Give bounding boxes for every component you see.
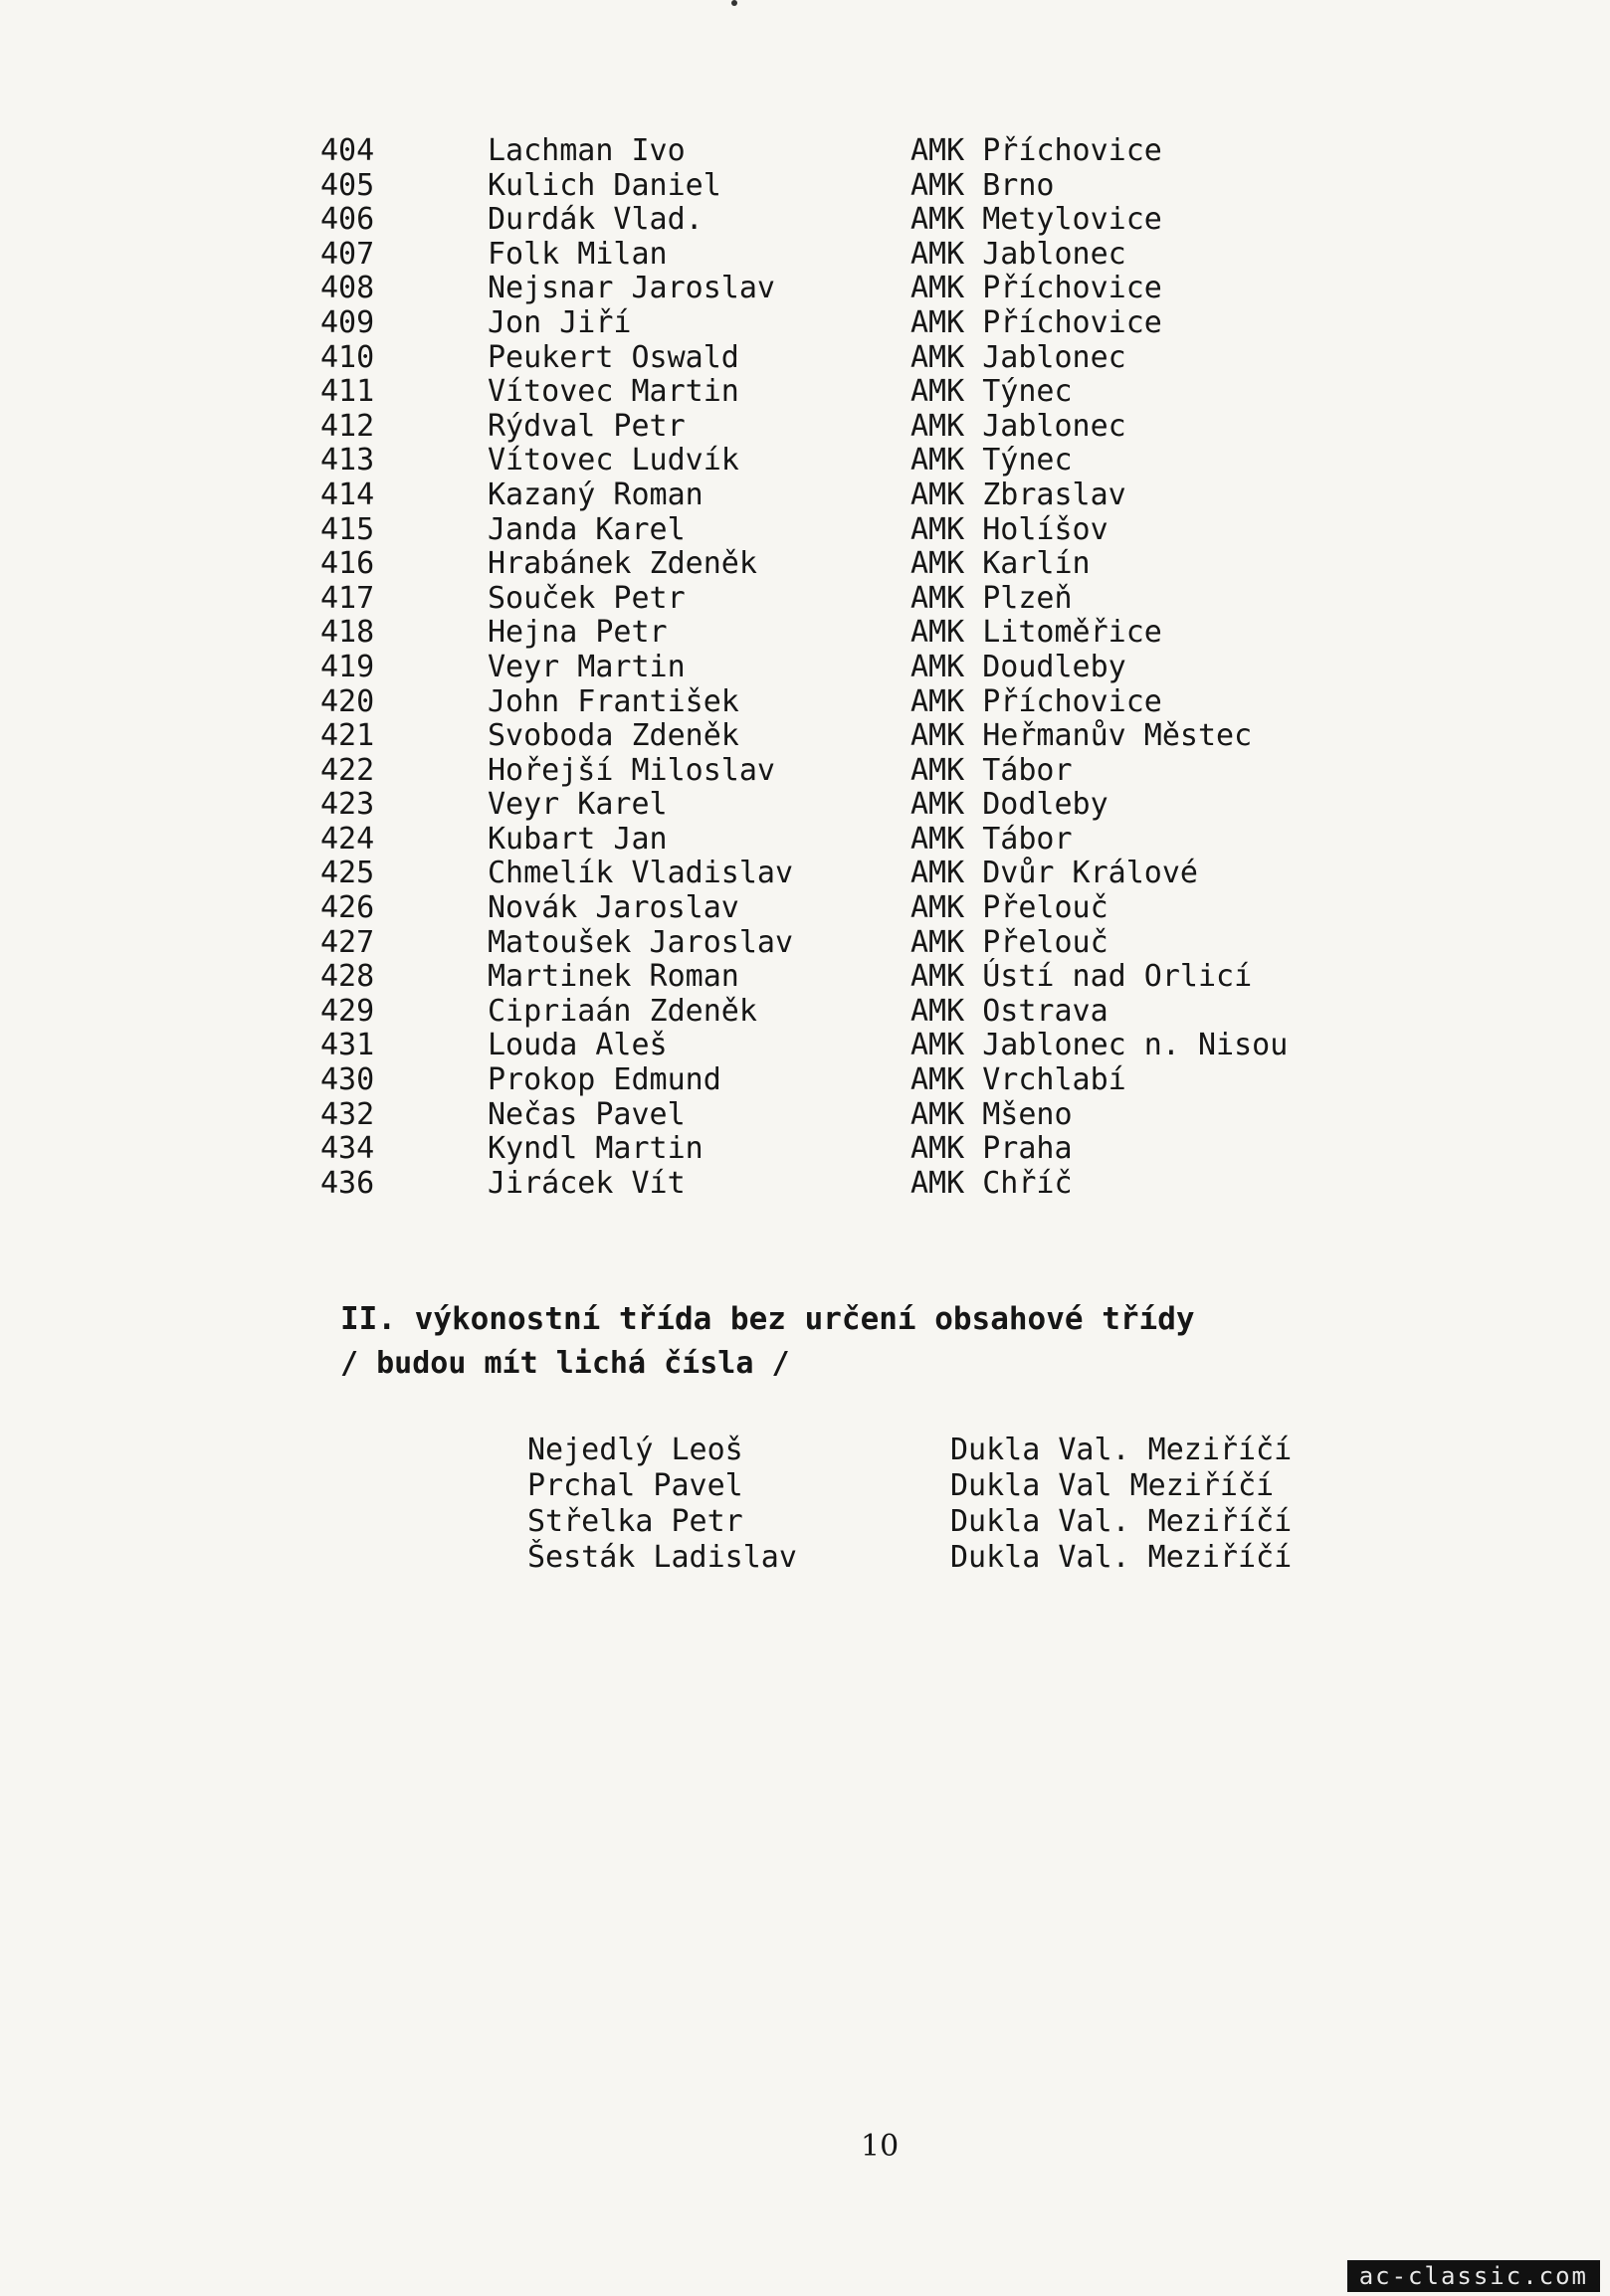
entry-row <box>308 582 1453 617</box>
entry-name: Prchal Pavel <box>527 1468 743 1503</box>
print-speck <box>731 0 737 6</box>
entry-club: AMK Mšeno <box>910 1096 1073 1132</box>
entry-name: Lachman Ivo <box>488 133 686 168</box>
entry-row <box>308 685 1453 720</box>
entry-number: 426 <box>320 890 375 926</box>
entry-row <box>308 513 1453 548</box>
entry-name: Peukert Oswald <box>488 339 739 375</box>
entry-club: AMK Chříč <box>910 1165 1073 1201</box>
entry-number: 432 <box>320 1096 375 1132</box>
entry-number: 436 <box>320 1165 375 1201</box>
entry-name: Kubart Jan <box>488 821 668 857</box>
entry-club: AMK Holíšov <box>910 511 1108 547</box>
entry-number: 434 <box>320 1131 375 1167</box>
section2-row <box>527 1468 1423 1504</box>
entry-number: 428 <box>320 959 375 995</box>
entry-club: AMK Jablonec <box>910 408 1126 444</box>
entry-name: Šesták Ladislav <box>527 1540 797 1575</box>
entry-name: Durdák Vlad. <box>488 202 704 238</box>
entry-club: AMK Přelouč <box>910 924 1108 960</box>
entry-row <box>308 444 1453 478</box>
entry-name: Folk Milan <box>488 236 668 272</box>
entry-name: John František <box>488 683 739 719</box>
entry-row <box>308 616 1453 651</box>
entry-name: Veyr Karel <box>488 787 668 823</box>
entry-name: Střelka Petr <box>527 1504 743 1539</box>
entry-club: AMK Brno <box>910 167 1055 203</box>
entry-club: AMK Praha <box>910 1131 1073 1167</box>
entry-number: 427 <box>320 924 375 960</box>
section-heading: II. výkonostní třída bez určení obsahové třídy <box>340 1301 1195 1337</box>
entry-row <box>308 651 1453 685</box>
entry-name: Hořejší Miloslav <box>488 752 775 788</box>
entry-row <box>308 1167 1453 1202</box>
entry-row <box>308 478 1453 513</box>
entry-club: AMK Dvůr Králové <box>910 856 1198 891</box>
entry-club: AMK Příchovice <box>910 271 1162 306</box>
entry-row <box>308 375 1453 410</box>
entry-name: Souček Petr <box>488 580 686 616</box>
entry-row <box>308 1063 1453 1098</box>
entry-row <box>308 238 1453 273</box>
entry-number: 430 <box>320 1062 375 1098</box>
entry-number: 406 <box>320 202 375 238</box>
entry-club: AMK Litoměřice <box>910 615 1162 651</box>
section2-row <box>527 1540 1423 1576</box>
entry-number: 419 <box>320 649 375 684</box>
entry-name: Prokop Edmund <box>488 1062 721 1098</box>
entry-club: AMK Tábor <box>910 752 1073 788</box>
entry-club: AMK Dodleby <box>910 787 1108 823</box>
entry-name: Matoušek Jaroslav <box>488 924 794 960</box>
entry-row <box>308 203 1453 238</box>
entry-name: Vítovec Ludvík <box>488 443 739 478</box>
entry-row <box>308 169 1453 204</box>
entry-name: Nejsnar Jaroslav <box>488 271 775 306</box>
entry-number: 416 <box>320 546 375 582</box>
entry-club: AMK Jablonec <box>910 236 1126 272</box>
entry-club: AMK Jablonec n. Nisou <box>910 1028 1289 1063</box>
entry-club: Dukla Val. Meziříčí <box>950 1540 1293 1575</box>
entry-row <box>308 995 1453 1030</box>
entry-number: 422 <box>320 752 375 788</box>
entry-club: AMK Vrchlabí <box>910 1062 1126 1098</box>
entry-number: 405 <box>320 167 375 203</box>
section2-list <box>527 1433 1423 1576</box>
entry-number: 417 <box>320 580 375 616</box>
entry-club: AMK Ostrava <box>910 993 1108 1029</box>
entry-name: Kyndl Martin <box>488 1131 704 1167</box>
entry-number: 431 <box>320 1028 375 1063</box>
entry-number: 424 <box>320 821 375 857</box>
entry-club: AMK Přelouč <box>910 890 1108 926</box>
entry-name: Hejna Petr <box>488 615 668 651</box>
entry-name: Cipriaán Zdeněk <box>488 993 757 1029</box>
entry-row <box>308 341 1453 376</box>
entry-number: 411 <box>320 374 375 410</box>
entry-club: AMK Doudleby <box>910 649 1126 684</box>
entry-row <box>308 960 1453 995</box>
entry-row <box>308 1132 1453 1167</box>
watermark: ac-classic.com <box>1347 2260 1600 2292</box>
entry-number: 429 <box>320 993 375 1029</box>
section2-row <box>527 1433 1423 1468</box>
entry-club: AMK Zbraslav <box>910 477 1126 512</box>
section-subheading: / budou mít lichá čísla / <box>340 1346 790 1381</box>
entry-number: 410 <box>320 339 375 375</box>
entry-row <box>308 857 1453 891</box>
entry-number: 409 <box>320 304 375 340</box>
entry-name: Kulich Daniel <box>488 167 721 203</box>
entry-number: 420 <box>320 683 375 719</box>
entry-row <box>308 788 1453 823</box>
entry-number: 412 <box>320 408 375 444</box>
entry-number: 413 <box>320 443 375 478</box>
entry-row <box>308 926 1453 961</box>
entry-row <box>308 134 1453 169</box>
entry-number: 421 <box>320 718 375 754</box>
entry-row <box>308 306 1453 341</box>
entry-row <box>308 754 1453 789</box>
entry-name: Hrabánek Zdeněk <box>488 546 757 582</box>
entry-number: 414 <box>320 477 375 512</box>
entry-club: AMK Tábor <box>910 821 1073 857</box>
entry-row <box>308 891 1453 926</box>
entry-name: Novák Jaroslav <box>488 890 739 926</box>
section2-row <box>527 1504 1423 1540</box>
page-number: 10 <box>861 2129 900 2164</box>
entry-name: Jon Jiří <box>488 304 632 340</box>
entry-name: Louda Aleš <box>488 1028 668 1063</box>
entry-name: Rýdval Petr <box>488 408 686 444</box>
entry-number: 407 <box>320 236 375 272</box>
entry-number: 425 <box>320 856 375 891</box>
entry-row <box>308 272 1453 306</box>
entry-name: Chmelík Vladislav <box>488 856 794 891</box>
entry-club: Dukla Val Meziříčí <box>950 1468 1275 1503</box>
entry-club: AMK Ústí nad Orlicí <box>910 959 1253 995</box>
entry-name: Veyr Martin <box>488 649 686 684</box>
entry-row <box>308 547 1453 582</box>
entry-name: Nejedlý Leoš <box>527 1433 743 1467</box>
entry-number: 408 <box>320 271 375 306</box>
entry-number: 415 <box>320 511 375 547</box>
entry-row <box>308 823 1453 858</box>
entry-row <box>308 719 1453 754</box>
entry-club: AMK Jablonec <box>910 339 1126 375</box>
entry-number: 418 <box>320 615 375 651</box>
entry-row <box>308 1098 1453 1133</box>
entry-name: Nečas Pavel <box>488 1096 686 1132</box>
entry-club: AMK Metylovice <box>910 202 1162 238</box>
entry-name: Vítovec Martin <box>488 374 739 410</box>
entry-club: AMK Příchovice <box>910 304 1162 340</box>
entry-number: 404 <box>320 133 375 168</box>
entry-name: Janda Karel <box>488 511 686 547</box>
entry-club: Dukla Val. Meziříčí <box>950 1433 1293 1467</box>
entry-row <box>308 410 1453 445</box>
entry-number: 423 <box>320 787 375 823</box>
entry-club: AMK Karlín <box>910 546 1091 582</box>
entry-row <box>308 1029 1453 1063</box>
entry-name: Kazaný Roman <box>488 477 704 512</box>
entry-club: Dukla Val. Meziříčí <box>950 1504 1293 1539</box>
entry-club: AMK Heřmanův Městec <box>910 718 1253 754</box>
entry-list <box>308 134 1453 1201</box>
entry-club: AMK Příchovice <box>910 683 1162 719</box>
entry-club: AMK Plzeň <box>910 580 1073 616</box>
entry-club: AMK Příchovice <box>910 133 1162 168</box>
entry-name: Svoboda Zdeněk <box>488 718 739 754</box>
entry-name: Martinek Roman <box>488 959 739 995</box>
entry-club: AMK Týnec <box>910 374 1073 410</box>
entry-club: AMK Týnec <box>910 443 1073 478</box>
entry-name: Jirácek Vít <box>488 1165 686 1201</box>
